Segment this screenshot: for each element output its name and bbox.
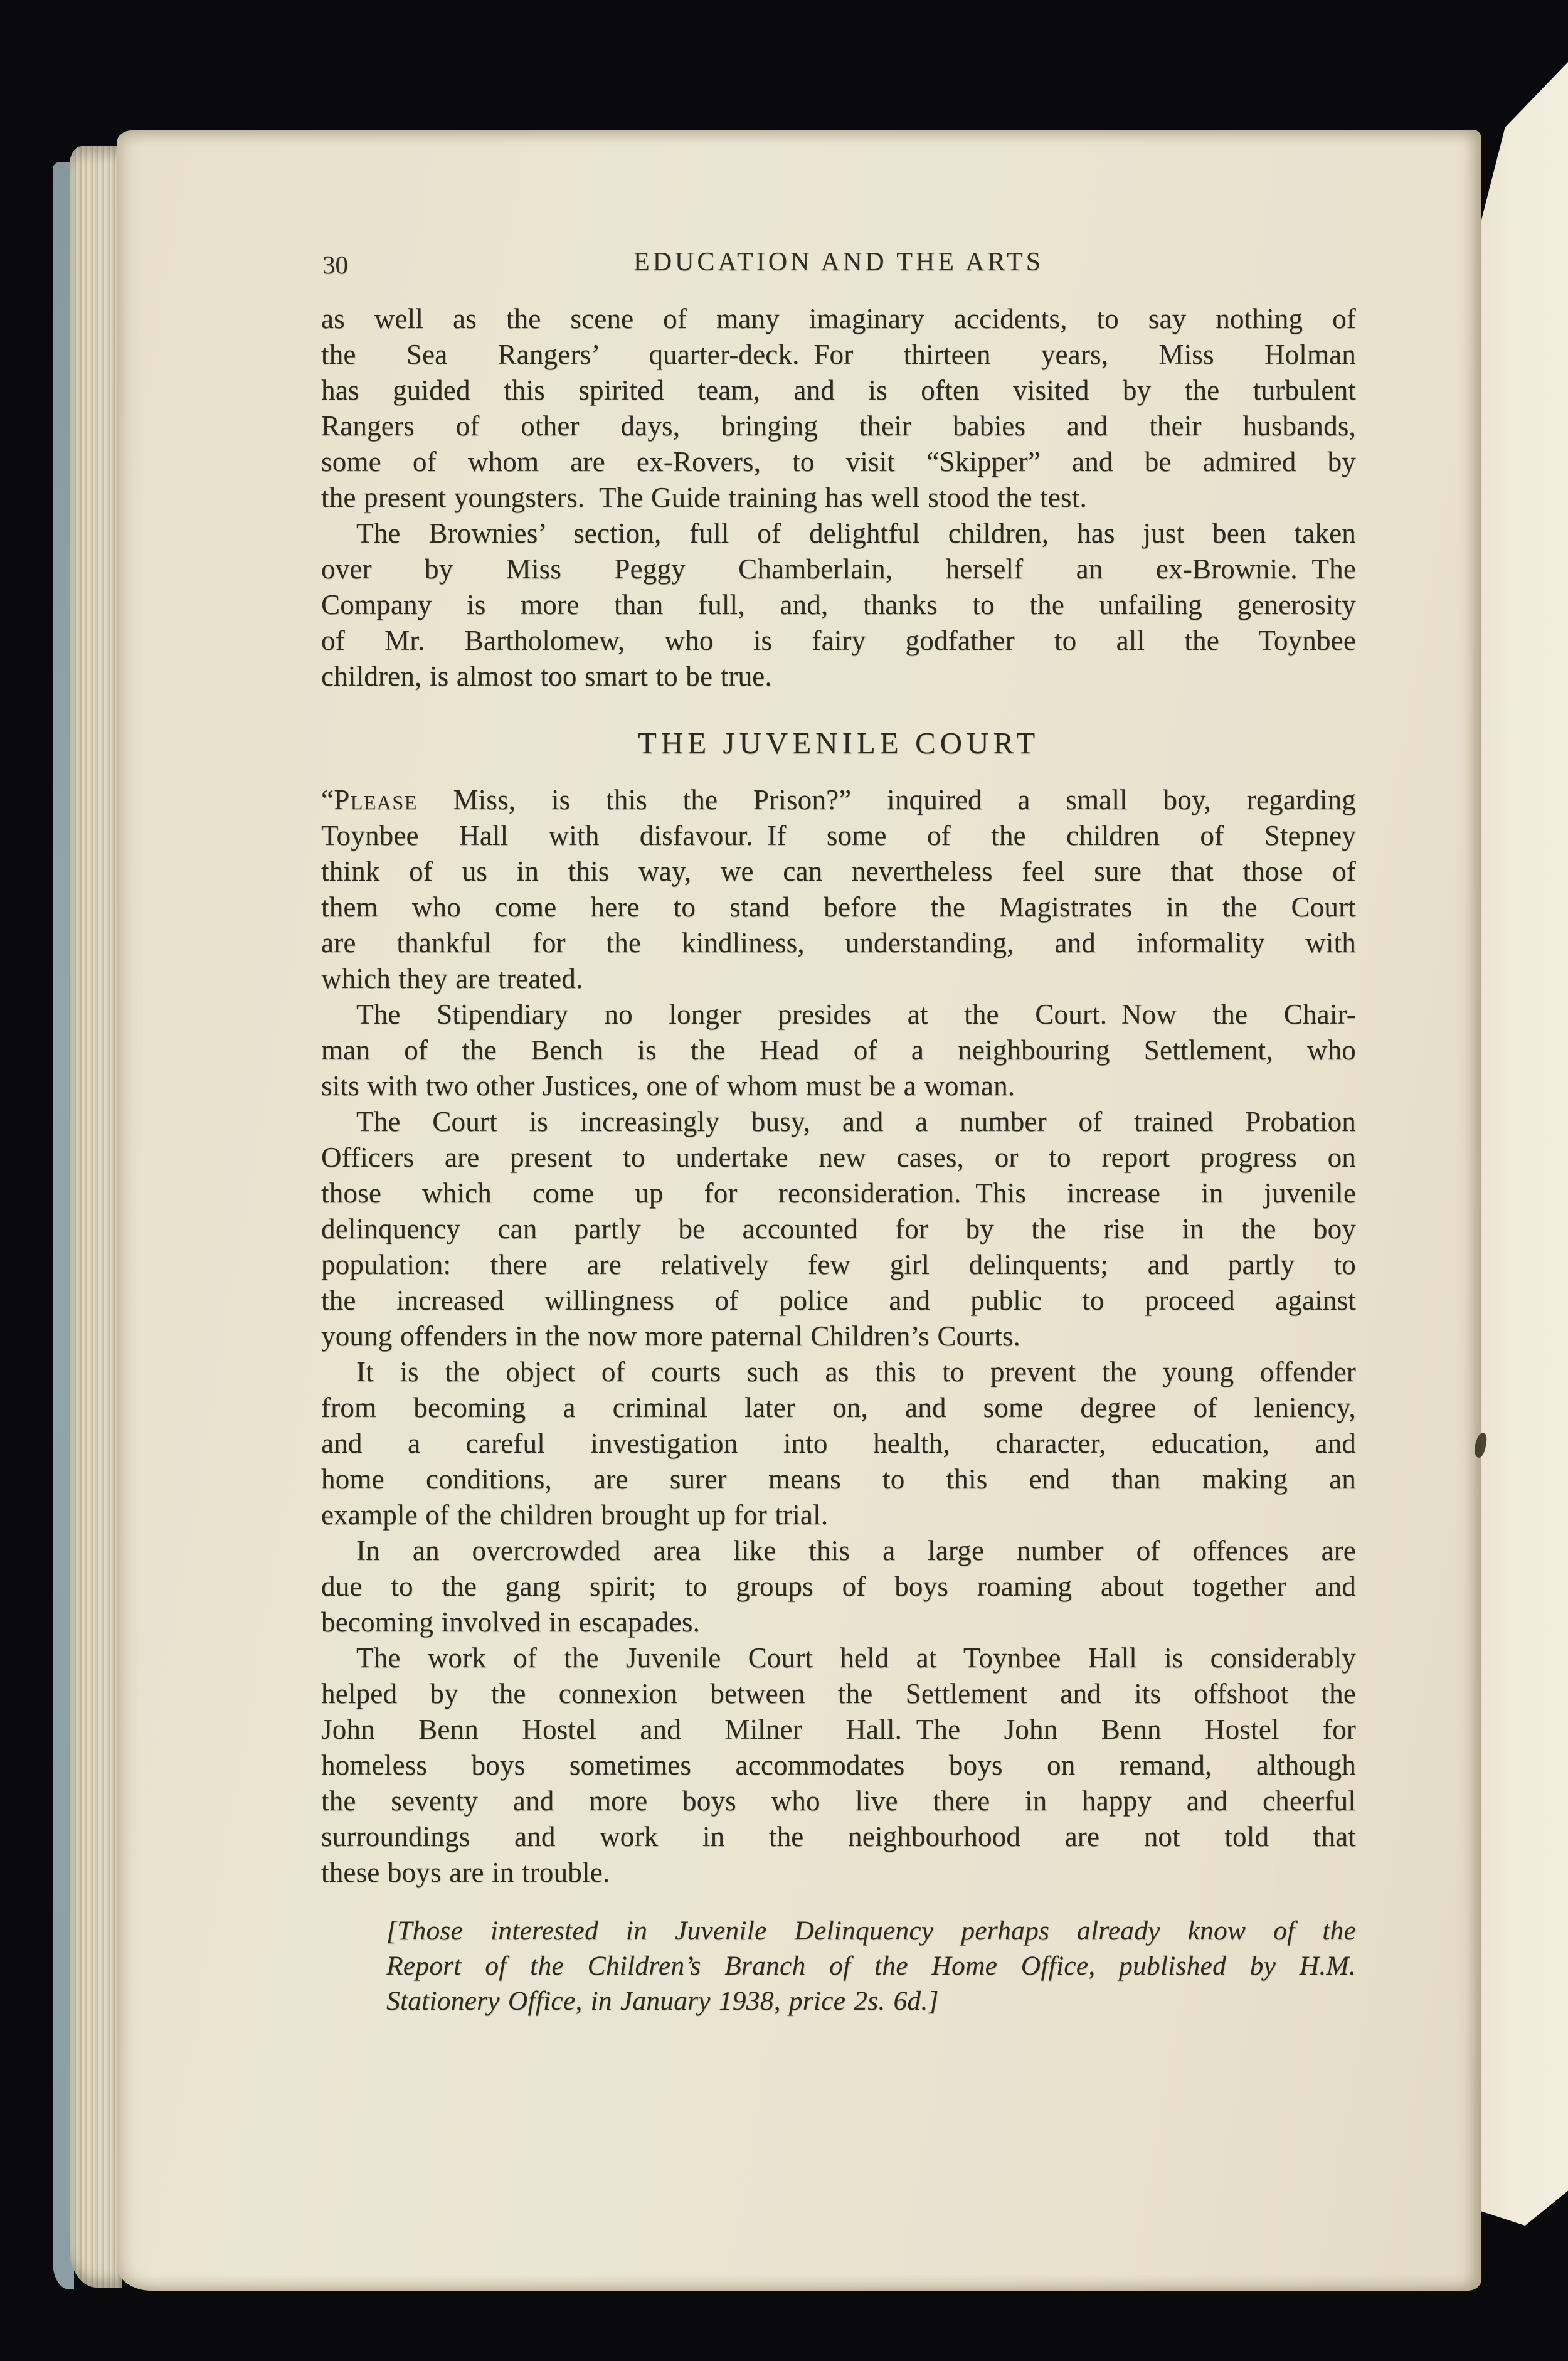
text-line: from becoming a criminal later on, and some degree of leniency, xyxy=(321,1392,1356,1423)
text-line: these boys are in trouble. xyxy=(321,1857,610,1888)
text-line: Officers are present to undertake new cases, or to report progress on xyxy=(321,1142,1356,1173)
text-line: homeless boys sometimes accommodates boys on remand, although xyxy=(321,1749,1356,1781)
book-page xyxy=(117,130,1481,2291)
text-line: The work of the Juvenile Court held at Toynbee Hall is considerably xyxy=(356,1642,1356,1674)
page-stack-fore-edge xyxy=(69,146,122,2288)
editorial-note xyxy=(321,1913,1356,2019)
text-line: children, is almost too smart to be true. xyxy=(321,661,772,692)
text-line: due to the gang spirit; to groups of boys roaming about together and xyxy=(321,1571,1356,1602)
paragraph xyxy=(321,782,1356,997)
text-line: home conditions, are surer means to this end than making an xyxy=(321,1463,1356,1495)
text-line: The Stipendiary no longer presides at the Court. Now the Chair- xyxy=(356,999,1356,1030)
text-line: It is the object of courts such as this to prevent the young offender xyxy=(356,1356,1356,1387)
text-line: becoming involved in escapades. xyxy=(321,1606,701,1638)
paragraph xyxy=(321,1640,1356,1891)
text-line: the seventy and more boys who live there in happy and cheerful xyxy=(321,1785,1356,1817)
text-line: some of whom are ex-Rovers, to visit “Skipper” and be admired by xyxy=(321,446,1356,477)
paragraph xyxy=(321,301,1356,516)
paragraph xyxy=(321,997,1356,1104)
text-line: The Brownies’ section, full of delightful children, has just been taken xyxy=(356,517,1356,549)
text-line: the present youngsters. The Guide training has well stood the test. xyxy=(321,482,1087,513)
text-line: man of the Bench is the Head of a neighbouring Settlement, who xyxy=(321,1034,1356,1066)
paragraph xyxy=(321,516,1356,694)
text-line: sits with two other Justices, one of whom must be a woman. xyxy=(321,1070,1015,1101)
running-head xyxy=(321,246,1356,284)
text-line: young offenders in the now more paternal Children’s Courts. xyxy=(321,1320,1021,1352)
section-heading: THE JUVENILE COURT xyxy=(637,726,1040,760)
paragraph xyxy=(321,1533,1356,1640)
paragraph xyxy=(321,1104,1356,1354)
text-line: the Sea Rangers’ quarter-deck. For thirteen years, Miss Holman xyxy=(321,339,1356,370)
text-line: Report of the Children’s Branch of the Home Office, published by H.M. xyxy=(386,1951,1356,1981)
next-page-edge xyxy=(1473,58,1568,2234)
text-line: has guided this spirited team, and is often visited by the turbulent xyxy=(321,374,1356,406)
text-line: delinquency can partly be accounted for by the rise in the boy xyxy=(321,1213,1356,1244)
text-line: Company is more than full, and, thanks to the unfailing generosity xyxy=(321,589,1356,620)
running-title: EDUCATION AND THE ARTS xyxy=(633,248,1044,277)
text-line: are thankful for the kindliness, understanding, and informality with xyxy=(321,927,1356,958)
text-line: surroundings and work in the neighbourhood are not told that xyxy=(321,1821,1356,1852)
text-line: which they are treated. xyxy=(321,963,583,994)
text-line: The Court is increasingly busy, and a number of trained Probation xyxy=(356,1106,1356,1137)
text-line: those which come up for reconsideration. This increase in juvenile xyxy=(321,1177,1356,1209)
page-number: 30 xyxy=(322,250,348,279)
text-line: “Please Miss, is this the Prison?” inquired a small boy, regarding xyxy=(321,784,1356,815)
text-line: Rangers of other days, bringing their babies and their husbands, xyxy=(321,410,1356,442)
text-line: the increased willingness of police and public to proceed against xyxy=(321,1285,1356,1316)
text-line: of Mr. Bartholomew, who is fairy godfather to all the Toynbee xyxy=(321,625,1356,656)
text-line: helped by the connexion between the Settlement and its offshoot the xyxy=(321,1678,1356,1709)
text-line: and a careful investigation into health, character, education, and xyxy=(321,1428,1356,1459)
text-line: think of us in this way, we can nevertheless feel sure that those of xyxy=(321,856,1356,887)
text-line: example of the children brought up for trial. xyxy=(321,1499,829,1531)
text-line: Toynbee Hall with disfavour. If some of the children of Stepney xyxy=(321,820,1356,851)
text-line: In an overcrowded area like this a large number of offences are xyxy=(356,1535,1356,1566)
text-line: [Those interested in Juvenile Delinquency perhaps already know of the xyxy=(386,1916,1356,1946)
text-line: population: there are relatively few girl delinquents; and partly to xyxy=(321,1249,1356,1280)
text-line: as well as the scene of many imaginary accidents, to say nothing of xyxy=(321,303,1356,334)
body-text xyxy=(321,301,1356,2019)
text-line: them who come here to stand before the Magistrates in the Court xyxy=(321,891,1356,923)
text-line: over by Miss Peggy Chamberlain, herself an ex-Brownie. The xyxy=(321,553,1356,585)
text-line: Stationery Office, in January 1938, price 2s. 6d.] xyxy=(386,1986,939,2016)
paragraph xyxy=(321,1354,1356,1533)
small-caps-word: Please xyxy=(334,784,418,815)
text-line: John Benn Hostel and Milner Hall. The John Benn Hostel for xyxy=(321,1714,1356,1745)
